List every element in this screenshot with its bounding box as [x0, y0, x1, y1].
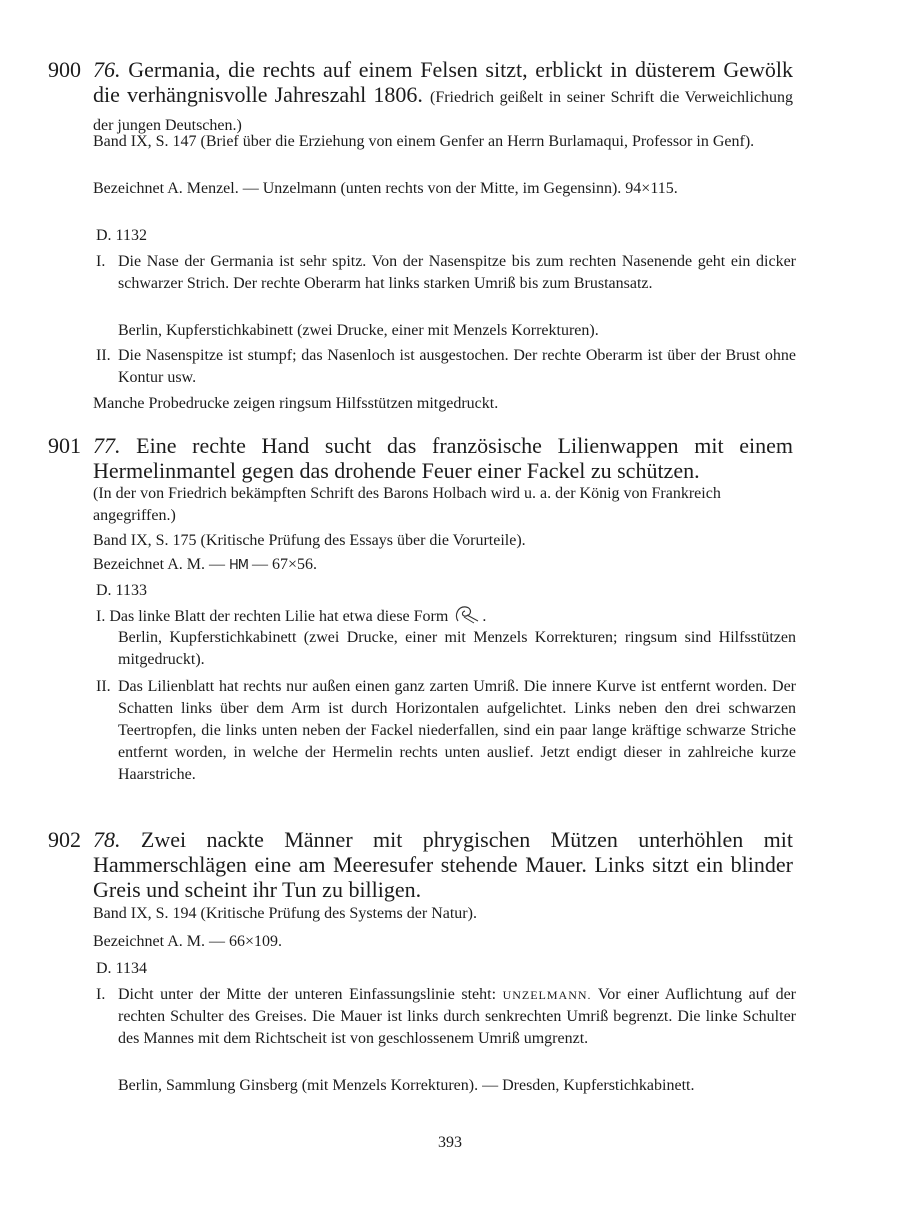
state-roman: II. — [96, 347, 111, 364]
state-roman: II. — [96, 678, 111, 695]
title-text: Germania, die rechts auf einem Felsen sitzt, erblickt in düsterem Gewölk die verhängnisvolle Jahreszahl 1806. — [93, 57, 794, 107]
d-number: D. 1132 — [96, 227, 147, 244]
signature-text: Bezeichnet A. M. — — [93, 556, 225, 573]
title-text: Eine rechte Hand sucht das französische Lilienwappen mit einem Hermelinmantel gegen das drohende Feuer einer Fackel zu schützen. — [93, 433, 793, 483]
title-note: (Friedrich geißelt in seiner Schrift die Verweichlichung der jungen Deutschen.) — [93, 89, 794, 134]
signature-line: Bezeichnet A. Menzel. — Unzelmann (unten rechts von der Mitte, im Gegensinn). 94×115. — [93, 180, 678, 197]
entry-title — [93, 57, 793, 138]
state-location: Berlin, Sammlung Ginsberg (mit Menzels Korrekturen). — Dresden, Kupferstichkabinett. — [118, 1077, 695, 1094]
state-1 — [96, 984, 796, 1050]
entry-number: 900 — [48, 57, 81, 82]
catalog-number: 77. — [93, 433, 121, 458]
d-number: D. 1133 — [96, 582, 147, 599]
entry-title — [93, 433, 793, 483]
state-roman: I. — [96, 253, 106, 270]
d-number: D. 1134 — [96, 960, 147, 977]
band-reference: Band IX, S. 194 (Kritische Prüfung des Systems der Natur). — [93, 905, 477, 922]
monogram-mark: HM — [228, 558, 248, 573]
state-roman: I. — [96, 986, 106, 1003]
state-text: Die Nase der Germania ist sehr spitz. Von der Nasenspitze bis zum rechten Nasenende geht ein dicker schwarzer Strich. Der rechte Oberarm hat links starken Umriß bis zum Brustansatz. — [118, 253, 796, 292]
title-note: (In der von Friedrich bekämpften Schrift des Barons Holbach wird u. a. der König von Frankreich angegriffen.) — [93, 485, 721, 524]
state-location: Berlin, Kupferstichkabinett (zwei Drucke, einer mit Menzels Korrekturen; ringsum sind Hilfsstützen mitgedruckt). — [118, 629, 796, 668]
catalog-number: 78. — [93, 827, 121, 852]
entry-number: 902 — [48, 827, 81, 852]
band-reference: Band IX, S. 147 (Brief über die Erziehung von einem Genfer an Herrn Burlamaqui, Professor in Genf). — [93, 133, 755, 150]
title-text: Zwei nackte Männer mit phrygischen Mützen unterhöhlen mit Hammerschlägen eine am Meeresufer stehende Mauer. Links sitzt ein blinder Greis und scheint ihr Tun zu billigen. — [93, 827, 793, 902]
state-1: I. Das linke Blatt der rechten Lilie hat etwa diese Form . — [96, 603, 796, 628]
state-text: I. Das linke Blatt der rechten Lilie hat etwa diese Form — [96, 608, 449, 625]
signature-line — [93, 554, 793, 577]
closing-note: Manche Probedrucke zeigen ringsum Hilfsstützen mitgedruckt. — [93, 395, 499, 412]
catalog-number: 76. — [93, 57, 121, 82]
state-2 — [96, 345, 796, 389]
state-text: Das Lilienblatt hat rechts nur außen einen ganz zarten Umriß. Die innere Kurve ist entfernt worden. Der Schatten links über dem Arm ist durch Horizontalen aufgelichtet. Links neben den drei schwarzen Teertropfen, die links unten neben der Fackel niederfallen, sind ein paar lange kräftige schwarze Striche entfernt worden, in welche der Hermelin rechts unten auslief. Jetzt endigt dieser in zahlreiche kurze Haarstriche. — [118, 678, 796, 783]
dimensions: — 67×56. — [251, 556, 317, 573]
state-text: Die Nasenspitze ist stumpf; das Nasenloch ist ausgestochen. Der rechte Oberarm ist über der Brust ohne Kontur usw. — [118, 347, 796, 386]
entry-number: 901 — [48, 433, 81, 458]
state-2 — [96, 676, 796, 786]
state-text: Dicht unter der Mitte der unteren Einfassungslinie steht: UNZELMANN. Vor einer Auflichtung auf der rechten Schulter des Greises. Die Mauer ist links durch senkrechten Umriß begrenzt. Die linke Schulter des Mannes mit dem Richtscheit ist von geschlossenem Umriß umgrenzt. — [118, 986, 797, 1047]
lily-leaf-sketch-icon — [452, 603, 482, 625]
signature-line: Bezeichnet A. M. — 66×109. — [93, 933, 282, 950]
band-reference: Band IX, S. 175 (Kritische Prüfung des Essays über die Vorurteile). — [93, 532, 526, 549]
page-number: 393 — [438, 1134, 462, 1151]
state-1 — [96, 251, 796, 295]
state-location: Berlin, Kupferstichkabinett (zwei Drucke, einer mit Menzels Korrekturen). — [118, 322, 599, 339]
signature-smallcaps: UNZELMANN. — [502, 988, 592, 1002]
entry-title — [93, 827, 793, 902]
